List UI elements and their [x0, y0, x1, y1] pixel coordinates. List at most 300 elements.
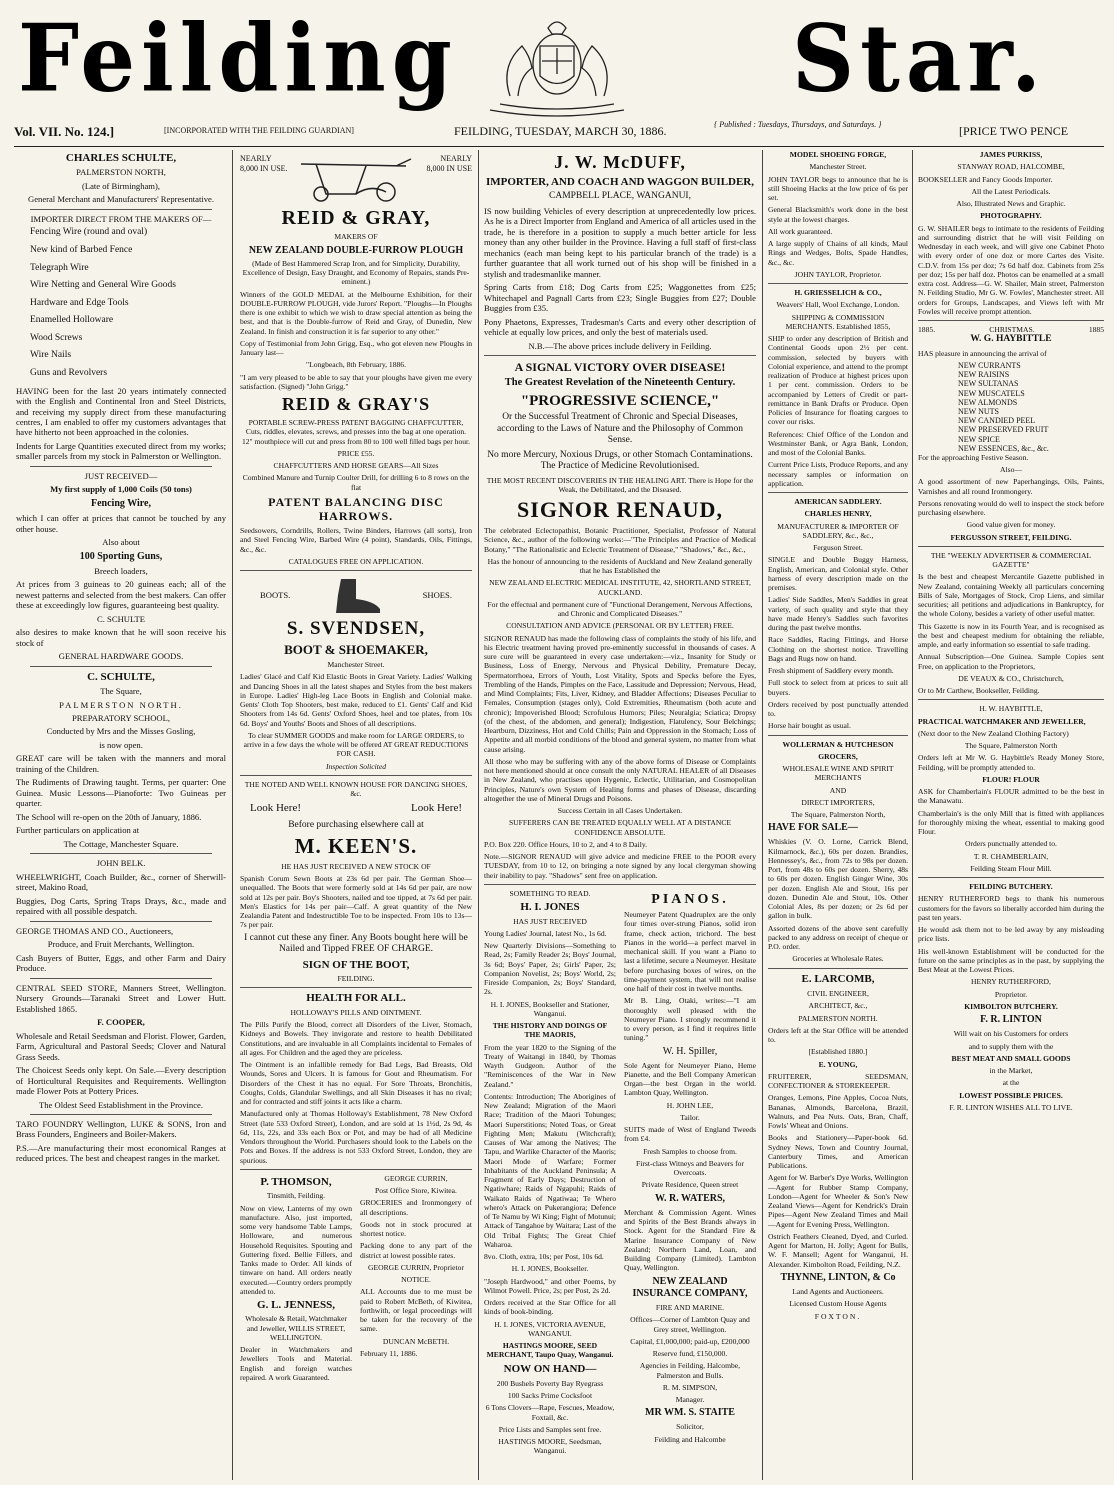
advert-heading: SIGNOR RENAUD,: [517, 497, 723, 523]
list-item: NEW NUTS: [958, 407, 999, 417]
advert-text: SHIPPING & COMMISSION MERCHANTS. Established 1855,: [785, 312, 891, 331]
advert-text: Winners of the GOLD MEDAL at the Melbourne Exhibition, for their DOUBLE-FURROW PLOUGH, vide Jurors' Report. "Ploughs—In Ploughs there is one exhibit to which we wish to draw special attention as being the best, and that is the Double-furrow of Reid and Gray, of Dunedin, New Zealand. In finish and construction it is far superior to any other.": [240, 289, 472, 336]
advert-text: Merchant & Commission Agent. Wines and Spirits of the Best Brands always in Stock. Agent for the Standard Fire & Marine Insurance Company of New Zealand; Northern Land, Loan, and Building Company (Limited). Lambton Quay, Wellington.: [624, 1207, 756, 1273]
advert-text: DUNCAN McBETH.: [382, 1336, 450, 1346]
advert-heading: H. GRIESSELICH & CO.,: [794, 288, 882, 297]
advert-text: 100 Sacks Prime Cocksfoot: [507, 1391, 593, 1401]
advert-heading: S. SVENDSEN,: [286, 618, 426, 640]
advert-text: Combined Manure and Turnip Coulter Drill, for drilling 6 to 8 rows on the flat: [242, 473, 470, 492]
header-rule: [14, 146, 1104, 147]
advert-text: WHOLESALE WINE AND SPIRIT MERCHANTS: [782, 764, 894, 783]
advert-text: A large supply of Chains of all kinds, Maul Rings and Wedges, Bolts, Spade Handles, &c., &c.: [768, 239, 908, 267]
advert-text: FRUITERER, SEEDSMAN, CONFECTIONER & STOREKEEPER.: [768, 1071, 908, 1091]
advert-text: Proprietor.: [994, 989, 1028, 999]
divider: [918, 546, 1104, 547]
advert-heading: T. R. CHAMBERLAIN,: [973, 851, 1049, 861]
advert-heading: THYNNE, LINTON, & Co: [780, 1271, 896, 1283]
advert-heading: The Greatest Revelation of the Nineteenth Century.: [504, 376, 736, 388]
advert-text: Pony Phaetons, Expresses, Tradesman's Carts and every other description of vehicle at equally low prices, and only the best of materials used.: [484, 316, 756, 338]
advert-heading: H. W. HAYBITTLE,: [979, 704, 1043, 714]
advert-text: Is the best and cheapest Mercantile Gazette published in New Zealand, containing Weekly all particulars concerning Bills of Sale, Mortgages of Stock, Crop Liens, and similar securities; all petitions and adjudications in Bankruptcy, for the whole Colony, besides a variety of other useful matter.: [918, 572, 1104, 619]
list-item: NEW MUSCATELS: [958, 388, 1025, 398]
advert-text: Tailor.: [680, 1112, 700, 1122]
list-item: Wire Netting and General Wire Goods: [30, 280, 176, 291]
advert-text: R. M. SIMPSON,: [662, 1382, 718, 1392]
advert-text: 1885: [1088, 325, 1104, 334]
advert-heading: PATENT BALANCING DISC HARROWS.: [268, 494, 444, 524]
advert-text: "Longbeach, 8th February, 1886.: [305, 360, 407, 370]
advert-heading: J. W. McDUFF,: [554, 152, 686, 172]
column-3: [484, 150, 756, 1480]
coat-of-arms-icon: [470, 6, 645, 118]
advert-text: Or to Mr Carthew, Bookseller, Feilding.: [918, 686, 1040, 696]
advert-text: Manchester Street.: [327, 660, 385, 670]
advert-text: SOMETHING TO READ.: [509, 888, 591, 898]
advert-heading: REID & GRAY'S: [281, 394, 431, 415]
advert-text: Now on view, Lanterns of my own manufacture. Also, just imported, some very handsome Table Lamps, Holloware, and numerous Household Requisites. Spouting and Guttering fixed. Bellie Fillers, and Tanks made to Order. All kinds of tinware on hand. All orders neatly executed.—Country orders promptly attended to.: [240, 1203, 352, 1296]
advert-text: GENERAL HARDWARE GOODS.: [58, 651, 184, 662]
advert-text: No more Mercury, Noxious Drugs, or other Stomach Contaminations. The Practice of Medicine Revolutionised.: [487, 449, 753, 472]
advert-text: WHEELWRIGHT, Coach Builder, &c., corner of Sherwill-street, Makino Road,: [16, 871, 226, 893]
list-item: NEW CURRANTS: [958, 361, 1021, 371]
advert-text: Also, Illustrated News and Graphic.: [956, 199, 1066, 208]
advert-text: SUITS made of West of England Tweeds from £4.: [624, 1125, 756, 1144]
advert-text: This Gazette is now in its Fourth Year, and is recognised as the best and cheapest medium for obtaining the reliable, ample, and early information so essential to safe trading.: [918, 621, 1104, 650]
advert-heading: W. G. HAYBITTLE: [970, 334, 1052, 345]
volume-number: Vol. VII. No. 124.]: [14, 124, 115, 139]
advert-text: NEARLY 8,000 IN USE: [426, 154, 472, 173]
advert-heading: G. L. JENNESS,: [257, 1299, 335, 1312]
advert-heading: SIGN OF THE BOOT,: [302, 958, 410, 971]
advert-text: All work guaranteed.: [768, 226, 833, 236]
advert-text: BOOKSELLER and Fancy Goods Importer.: [918, 174, 1053, 184]
advert-text: ALL Accounts due to me must be paid to Robert McBeth, of Kiwitea, forthwith, or legal proceedings will be taken for the recovery of the same.: [360, 1287, 472, 1334]
advert-text: SHOES.: [422, 589, 452, 600]
divider: [240, 570, 472, 571]
advert-text: February 11, 1886.: [360, 1348, 418, 1358]
advert-heading: REID & GRAY,: [281, 207, 431, 229]
advert-text: BEST MEAT AND SMALL GOODS: [951, 1053, 1071, 1063]
advert-text: He would ask them not to be led away by any misleading price lists.: [918, 925, 1104, 944]
advert-text: The Oldest Seed Establishment in the Province.: [39, 1099, 203, 1110]
advert-heading: HAVE FOR SALE—: [768, 822, 858, 834]
advert-text: PALMERSTON NORTH.: [798, 1013, 878, 1023]
advert-heading: "PROGRESSIVE SCIENCE,": [520, 392, 720, 409]
advert-text: The School will re-open on the 20th of January, 1886.: [16, 811, 202, 822]
advert-text: Feilding Steam Flour Mill.: [970, 863, 1052, 873]
advert-text: HENRY RUTHERFORD,: [971, 977, 1051, 987]
advert-text: also desires to make known that he will soon receive his stock of: [16, 627, 226, 648]
advert-text: Also—: [1000, 465, 1022, 475]
advert-text: SUFFERERS CAN BE TREATED EQUALLY WELL AT A DISTANCE CONFIDENCE ABSOLUTE.: [508, 818, 732, 837]
list-item: NEW RAISINS: [958, 370, 1010, 380]
divider: [768, 283, 908, 284]
advert-text: Further particulars on application at: [16, 825, 140, 836]
advert-text: Orders received at the Star Office for all kinds of book-binding.: [484, 1298, 616, 1317]
advert-text: From the year 1820 to the Signing of the Treaty of Waitangi in 1840, by Thomas Wayth Gudgeon. Author of the "Reminiscences of the War in New Zealand.": [484, 1042, 616, 1089]
advert-text: BOOTS.: [260, 589, 291, 600]
advert-text: Horse hair bought as usual.: [768, 721, 851, 731]
advert-text: Manufactured only at Thomas Holloway's Establishment, 78 New Oxford Street (late 533 Oxford Street), London, and are sold at 1s 1½d, 2s 9d, 4s 6d, 11s, 22s, and 33s each Box or Pot, and may be had of all Medicine Vendors throughout the World. Purchasers should look to the Labels on the Pots and Boxes. If the address is not 533 Oxford Street, London, they are spurious.: [240, 1109, 472, 1165]
advert-text: Tinsmith, Feilding.: [266, 1191, 326, 1201]
column-1: [16, 150, 226, 1480]
advert-text: 100 Sporting Guns,: [79, 550, 163, 562]
divider: [240, 775, 472, 776]
advert-text: Packing done to any part of the district at lowest possible rates.: [360, 1241, 472, 1260]
advert-heading: FLOUR! FLOUR: [982, 774, 1040, 784]
advert-text: N.B.—The above prices include delivery in Feilding.: [528, 340, 712, 351]
advert-text: HASTINGS MOORE, Seedsman, Wanganui.: [498, 1437, 602, 1456]
advert-text: Assorted dozens of the above sent carefully packed to any address on receipt of cheque or P.O. order.: [768, 923, 908, 952]
list-item: NEW SPICE: [958, 434, 1000, 444]
advert-text: Spanish Corum Sewn Boots at 23s 6d per pair. The German Shoe—unequalled. The Boots that were formerly sold at 14s 6d per pair, are now sold at 12s per pair. Boy's Shooters, nailed and toe tipped, at 7s 6d per pair. Men's Elastics for 14s per pair—Calf. A great quantity of the New Zealandia Patent and Indestructible Toe to be inspected. From 10s to 13s—7s per pair.: [240, 874, 472, 930]
advert-text: Mr B. Ling, Otaki, writes:—"I am thoroughly well pleased with the Neumeyer Piano. I strongly recommend it to every person, as I find it requires little tuning.": [624, 996, 756, 1043]
list-item: NEW SULTANAS: [958, 379, 1019, 389]
advert-text: All the Latest Periodicals.: [971, 186, 1051, 196]
advert-text: The celebrated Eclectopathist, Botanic Practitioner, Specialist, Professor of Natural Science, &c., author of the following works:—"The Principles and Practice of Medical Botany," "The Rationalistic and Eclectic Treatment of Disease," "Shadows," &c., &c.,: [484, 526, 756, 554]
advert-text: DIRECT IMPORTERS,: [801, 797, 875, 807]
advert-text: Wholesale & Retail, Watchmaker and Jeweller, WILLIS STREET, WELLINGTON.: [245, 1314, 347, 1342]
advert-text: DE VEAUX & CO., Christchurch,: [958, 673, 1064, 683]
advert-text: Full stock to select from at prices to suit all buyers.: [768, 678, 908, 697]
advert-text: Capital, £1,000,000; paid-up, £200,000: [630, 1336, 750, 1346]
advert-text: Good value given for money.: [966, 520, 1056, 530]
advert-text: LOWEST POSSIBLE PRICES.: [959, 1090, 1063, 1100]
advert-text: CENTRAL SEED STORE, Manners Street, Wellington. Nursery Grounds—Taranaki Street and Lower Hutt. Established 1865.: [16, 982, 226, 1014]
advert-heading: GEORGE CURRIN,: [384, 1173, 448, 1183]
list-item: Guns and Revolvers: [30, 367, 108, 378]
masthead: [0, 0, 1114, 118]
advert-text: First-class Witneys and Beavers for Overcoats.: [636, 1158, 744, 1178]
advert-text: The Rudiments of Drawing taught. Terms, per quarter: One Guinea. Music Lessons—Pianoforte: Two Guineas per quarter.: [16, 777, 226, 809]
column-divider: [762, 150, 763, 1480]
advert-text: CAMPBELL PLACE, WANGANUI,: [549, 191, 691, 202]
advert-heading: NEW ZEALAND INSURANCE COMPANY,: [632, 1275, 748, 1299]
advert-text: The Choicest Seeds only kept. On Sale.—Every description of Horticultural Requisites and Requirements. Wellington made Flower Pots at Pottery Prices.: [16, 1065, 226, 1097]
advert-text: H. I. JONES, Bookseller.: [511, 1264, 589, 1274]
divider: [240, 1169, 472, 1170]
advert-text: Ladies' Glacé and Calf Kid Elastic Boots in Great Variety. Ladies' Walking and Dancing Shoes in all the latest shapes and Styles from the best makers in Europe. Ladies' High-leg Lace Boots in English and Colonial make. Gents' Cloth Top Shooters, best make, reduced to £1. Gents' Calf and Kid Shooters from 14s 6d. Gents' Oxford Shoes, heel and toe plates, from 10s 6d. Boys' and Youths' Boots and Shoes of all descriptions.: [240, 672, 472, 728]
advert-text: The Ointment is an infallible remedy for Bad Legs, Bad Breasts, Old Wounds, Sores and Ulcers. It is famous for Gout and Rheumatism. For Disorders of the Chest it has no equal. For Sore Throats, Bronchitis, Coughs, Colds, Glandular Swellings, and all Skin Diseases it has no rival; and for contracted and stiff joints it acts like a charm.: [240, 1060, 472, 1107]
divider: [30, 666, 212, 667]
advert-text: Copy of Testimonial from John Grigg, Esq., who got eleven new Ploughs in January last—: [240, 338, 472, 358]
advert-heading: A SIGNAL VICTORY OVER DISEASE!: [514, 360, 726, 375]
advert-text: AND: [829, 785, 847, 795]
advert-text: NEARLY 8,000 IN USE.: [240, 154, 288, 173]
advert-heading: MR WM. S. STAITE: [645, 1407, 735, 1419]
advert-text: Young Ladies' Journal, latest No., 1s 6d.: [484, 928, 607, 938]
published-days: { Published : Tuesdays, Thursdays, and Saturdays. }: [714, 120, 882, 129]
advert-text: CHRISTMAS.: [989, 325, 1035, 334]
divider: [240, 987, 472, 988]
advert-text: New Quarterly Divisions—Something to Read, 2s; Family Reader 2s; Boys' Journal, 3s 6d; Boys' Paper, 2s; Girls' Paper, 2s; Companion Novelist, 2s; Boys' World, 2s; Fireside Companion, 2s; Boys' Standard, 2s.: [484, 941, 616, 997]
advert-heading: JOHN BELK.: [96, 858, 146, 869]
advert-heading: GROCERS,: [818, 751, 858, 761]
list-item: NEW PRESERVED FRUIT: [958, 425, 1049, 435]
advert-text: At prices from 3 guineas to 20 guineas each; all of the newest patterns and selected from the best makers. Can offer these at exceedingly low figures, guaranteeing best quality.: [16, 579, 226, 611]
advert-heading: CHARLES SCHULTE,: [65, 152, 177, 164]
advert-text: Contents: Introduction; The Aborigines of New Zealand; Migration of the Maori Race; Tradition of the Maori Tohunges; Maori Superstitions; Noted Toas, or Great Fighting Men; Makutu (Witchcraft); Causes of War among the Natives; The Tapu, and Warlike Character of the Maoris; Maori Mode of Warfare; Former Inhabitants of the Auckland Peninsula; A Fragment of Early Days; Destruction of Ngatiwhare; Raids of Ngapuhi; Raids of Waikato Raids of Ngatiwaa; Te Whero whero's Attack on Pukerangiora; Defence of Te Namu by Wi King; Fight of Motunui; Attack of Tangahoe by Waitara; Last of the Old Tribal Fights; The Great Chief Waharoa.: [484, 1091, 616, 1249]
advert-text: [Established 1880.]: [808, 1047, 868, 1057]
advert-text: Before purchasing elsewhere call at: [288, 819, 424, 830]
advert-text: STANWAY ROAD, HALCOMBE,: [957, 162, 1065, 172]
list-item: Wood Screws: [30, 332, 83, 343]
advert-text: Agencies in Feilding, Halcombe, Palmerston and Bulls.: [639, 1361, 741, 1380]
advert-text: Dealer in Watchmakers and Jewellers Tools and Material. English and foreign watches repaired. A work Guaranteed.: [240, 1345, 352, 1382]
advert-text: Wholesale and Retail Seedsman and Florist. Flower, Garden, Farm, Agricultural and Pastoral Seeds; Clover and Natural Grass Seeds.: [16, 1030, 226, 1062]
list-item: NEW ALMONDS: [958, 397, 1018, 407]
advert-text: Neumeyer Patent Quadruplex are the only four times over-strung Pianos, solid iron frame, check action, trichord. The best Pianos in the world—a perfect marvel in mechanical skill. If you want a Piano to last a lifetime, secure a Neumeyer. Hesitate before purchasing boxes of wires, on the time-payment system, that will not realise one half of their cost in twelve months.: [624, 910, 756, 993]
column-divider: [912, 150, 913, 1480]
advert-text: Private Residence, Queen street: [641, 1180, 739, 1190]
advert-heading: M. KEEN'S.: [294, 834, 418, 859]
advert-text: Post Office Store, Kiwitea.: [375, 1186, 457, 1196]
advert-text: GEORGE THOMAS AND CO., Auctioneers,: [16, 925, 174, 936]
advert-text: JOHN TAYLOR, Proprietor.: [794, 269, 882, 279]
advert-text: PALMERSTON NORTH,: [76, 167, 166, 178]
advert-text: Race Saddles, Racing Fittings, and Horse Clothing on the shortest notice. Travelling Bags and Rugs now on hand.: [768, 635, 908, 663]
advert-text: and to supply them with the: [968, 1041, 1054, 1051]
advert-text: P.S.—Are manufacturing their most economical Ranges at reduced prices. The best and cheapest ranges in the market.: [16, 1142, 226, 1164]
advert-text: H. I. JONES, VICTORIA AVENUE, WANGANUI.: [494, 1319, 606, 1338]
advert-heading: H. JOHN LEE,: [666, 1100, 714, 1110]
advert-text: MANUFACTURER & IMPORTER OF SADDLERY, &c., &c.,: [777, 521, 899, 540]
advert-text: The Cottage, Manchester Square.: [63, 838, 179, 849]
list-item: NEW CANDIED PEEL: [958, 416, 1036, 426]
price: [PRICE TWO PENCE: [959, 124, 1069, 138]
advert-heading: F. R. LINTON: [980, 1014, 1042, 1026]
advert-text: (Next door to the New Zealand Clothing Factory): [918, 728, 1069, 738]
advert-text: Orders punctually attended to.: [965, 839, 1057, 849]
advert-text: THE MOST RECENT DISCOVERIES IN THE HEALING ART. There is Hope for the Weak, the Debilitated, and the Diseased.: [486, 475, 754, 495]
advert-heading: FERGUSSON STREET, FEILDING.: [950, 532, 1072, 542]
advert-heading: JAMES PURKISS,: [979, 150, 1043, 159]
advert-text: PALMERSTON NORTH.: [59, 699, 183, 710]
list-item: NEW ESSENCES, &c., &c.: [958, 443, 1049, 453]
list-item: New kind of Barbed Fence: [30, 244, 133, 255]
list-item: Fencing Wire (round and oval): [30, 227, 148, 238]
divider: [30, 853, 212, 854]
advert-text: C. SCHULTE: [97, 613, 145, 624]
advert-text: (Made of Best Hammered Scrap Iron, and for Simplicity, Durability, Excellence of Design, Easy Draught, and Economy of Repairs, stands Pre-eminent.): [242, 258, 470, 287]
advert-text: Current Price Lists, Produce Reports, and any necessary samples or information on application.: [768, 460, 908, 488]
advert-heading: NOW ON HAND—: [503, 1362, 597, 1375]
column-divider: [478, 150, 479, 1480]
advert-text: 200 Bushels Poverty Bay Ryegrass: [496, 1378, 604, 1388]
advert-text: 1885.: [918, 325, 936, 334]
advert-text: CIVIL ENGINEER,: [807, 989, 869, 999]
advert-text: Breech loaders,: [94, 565, 148, 576]
advert-heading: NOTICE.: [401, 1275, 431, 1285]
advert-heading: THE HISTORY AND DOINGS OF THE MAORIS,: [492, 1021, 608, 1040]
advert-text: GEORGE CURRIN, Proprietor: [368, 1262, 464, 1272]
plough-illustration-icon: [296, 154, 416, 204]
advert-text: Chamberlain's is the only Mill that is fitted with appliances for thoroughly mixing the wheat, essential to making good Flour.: [918, 808, 1104, 837]
advert-text: Spring Carts from £18; Dog Carts from £25; Waggonettes from £25; Whitechapel and Pagnall Carts from £23; Single Buggies from £27; Double Buggies from £35.: [484, 282, 756, 314]
advert-heading: E. YOUNG,: [818, 1059, 858, 1069]
advert-text: NEW ZEALAND ELECTRIC MEDICAL INSTITUTE, 42, SHORTLAND STREET, AUCKLAND.: [489, 578, 751, 597]
advert-text: For the effectual and permanent cure of "Functional Derangement, Nervous Affections, and Chronic and Complicated Diseases.": [487, 599, 753, 619]
advert-text: Ferguson Street.: [813, 543, 863, 552]
advert-text: CONSULTATION AND ADVICE (PERSONAL OR BY LETTER) FREE.: [506, 621, 734, 631]
advert-text: Fresh shipment of Saddlery every month.: [768, 666, 894, 675]
advert-text: Persons renovating would do well to inspect the stock before purchasing elsewhere.: [918, 498, 1104, 518]
advert-text: Orders left at Mr W. G. Haybittle's Ready Money Store, Feilding, will be promptly attended to.: [918, 753, 1104, 772]
advert-text: SIGNOR RENAUD has made the following class of complaints the study of his life, and his Electric treatment having proved pre-eminently successful in thousands of cases. A sure cure will be guaranteed in every case undertaken:—viz., Insanity for Study or Business, Loss of Energy, Nervous and Physical Debility, Premature Decay, Spermatorrhoea, Errors of Youth, Lost Vitality, Spots and Specks before the Eyes, Trembling of the Hands, Pimples on the Face, Lassitude and Depression; Nervous, Head, and Mind Complaints; Fits, Liver, Kidney, and Bladder Affections; Diseases Peculiar to Females, Consumption (stages only), Cold Extremities, Rheumatism (both acute and chronic); Impoverished Blood; Scrofulous Humors; Piles; Neuralgia; Sciatica; Dropsy (of the chest, of the abdomen, and general); Indigestion, Flatulency, Sour Belchings; Heartburn, Dizziness, Hot and Cold Chills; Pain and Oppression in the Stomach; Loss of Appetite and all morbid conditions of the blood and general system, no matter from what cause arising.: [484, 633, 756, 754]
advert-text: H. I. JONES, Bookseller and Stationer, Wanganui.: [490, 999, 610, 1018]
advert-text: Annual Subscription—One Guinea. Sample Copies sent Free, on application to the Proprietors,: [918, 652, 1104, 671]
advert-text: HAS pleasure in announcing the arrival of: [918, 348, 1047, 358]
advert-text: FEILDING.: [337, 974, 375, 984]
advert-text: FIRE AND MARINE.: [655, 1303, 725, 1312]
advert-heading: PIANOS.: [651, 891, 729, 907]
advert-text: Fencing Wire,: [91, 497, 151, 509]
divider: [918, 320, 1104, 321]
masthead-title-right: Star.: [792, 3, 1047, 114]
advert-text: Or the Successful Treatment of Chronic and Special Diseases, according to the Laws of Nature and the Philosophy of Common Sense.: [497, 411, 743, 446]
advert-text: JOHN TAYLOR begs to announce that he is still Shoeing Hacks at the low price of 6s per set.: [768, 174, 908, 202]
advert-text: Success Certain in all Cases Undertaken.: [557, 806, 683, 816]
advert-heading: F. COOPER,: [97, 1017, 145, 1028]
advert-text: Licensed Custom House Agents: [789, 1299, 887, 1309]
advert-heading: MODEL SHOEING FORGE,: [789, 150, 887, 159]
column-2: [240, 150, 472, 1480]
incorporated-note: [INCORPORATED WITH THE FEILDING GUARDIAN]: [164, 126, 354, 135]
advert-text: Land Agents and Auctioneers.: [792, 1287, 884, 1297]
advert-text: SHIP to order any description of British and Continental Goods upon 2½ per cent. commission, selected by buyers with Colonial experience, and attend to the prompt realization of Produce at highest prices upon 1 per cent. commission. Orders to be accompanied by Letters of Credit or part-remittance in Bank Drafts or Produce. Open Policies of Insurance for floating cargoes to cover our risks.: [768, 334, 908, 427]
advert-text: HAS JUST RECEIVED: [513, 916, 587, 926]
advert-text: Inspection Solicited: [325, 761, 387, 771]
advert-text: HOLLOWAY'S PILLS AND OINTMENT.: [290, 1007, 422, 1017]
advert-text: The Pills Purify the Blood, correct all Disorders of the Liver, Stomach, Kidneys and Bowels. They invigorate and restore to health Debilitated Constitutions, and are invaluable in all Complaints incidental to Females of all ages. For Children and the aged they are priceless.: [240, 1020, 472, 1057]
advert-heading: WOLLERMAN & HUTCHESON: [782, 739, 894, 749]
advert-text: IMPORTER DIRECT FROM THE MAKERS OF—: [30, 213, 212, 224]
advert-text: For the approaching Festive Season.: [918, 452, 1029, 462]
advert-text: Note.—SIGNOR RENAUD will give advice and medicine FREE to the POOR every TUESDAY, from 10 to 12, on bringing a note signed by any local clergyman showing their inability to pay. "Shadows" sent free on application.: [484, 852, 756, 880]
advert-text: Groceries at Wholesale Rates.: [792, 954, 884, 964]
advert-text: 8vo. Cloth, extra, 10s; per Post, 10s 6d.: [484, 1252, 604, 1262]
advert-text: A good assortment of new Paperhangings, Oils, Paints, Varnishes and all round Ironmongery.: [918, 477, 1104, 496]
advert-text: Price Lists and Samples sent free.: [498, 1424, 602, 1434]
advert-text: PORTABLE SCREW-PRESS PATENT BAGGING CHAFFCUTTER, Cuts, riddles, elevates, screws, and presses into the bag at one operation. 12" mouthpiece will cut and press from 80 to 100 well filled bags per hour.: [241, 418, 471, 446]
advert-text: Manchester Street.: [809, 162, 867, 172]
advert-text: Agent for W. Barber's Dye Works, Wellington—Agent for Rubber Stamp Company, London—Agent for Wheeler & Son's New Zealand Views—Agent for Kendrick's Drain Pipes—Agent New Zealand Times and Mail—Agent for Evening Press, Wellington.: [768, 1173, 908, 1229]
advert-text: Produce, and Fruit Merchants, Wellington.: [47, 939, 195, 950]
advert-text: Cash Buyers of Butter, Eggs, and other Farm and Dairy Produce.: [16, 952, 226, 974]
advert-text: MAKERS OF: [334, 232, 378, 242]
advert-text: Whiskies (V. O. Lorne, Carrick Blend, Kilmarnock, &c.), 60s per dozen. Brandies, Hennessey's, &c., from 72s to 98s per dozen. Port, from 48s to 60s per dozen. Sherry, 48s to 60s per dozen. English Ginger Wine, 30s per dozen. English Ale and Stout, 16s per dozen. Dunedin Ale and Stout, 10s. Other Colonial Ales, 8s per dozen; or 2s 6d per gallon in bulk.: [768, 837, 908, 921]
advert-text: (Late of Birmingham),: [81, 180, 161, 191]
advert-text: The Square, Palmerston North: [964, 741, 1058, 751]
divider: [30, 209, 212, 210]
divider: [30, 466, 212, 467]
advert-heading: HASTINGS MOORE, SEED MERCHANT, Taupo Quay, Wanganui.: [486, 1341, 614, 1360]
advert-text: General Blacksmith's work done in the best style at the lowest charges.: [768, 205, 908, 224]
advert-text: My first supply of 1,000 Coils (50 tons): [50, 484, 192, 495]
advert-text: HENRY RUTHERFORD begs to thank his numerous customers for the favors so liberally accorded him during the past ten years.: [918, 894, 1104, 922]
advert-heading: IMPORTER, AND COACH AND WAGGON BUILDER,: [485, 175, 755, 188]
advert-text: GROCERIES and Ironmongery of all descriptions.: [360, 1198, 472, 1217]
divider: [918, 877, 1104, 878]
advert-text: GREAT care will be taken with the manners and moral training of the Children.: [16, 753, 226, 774]
advert-text: I cannot cut these any finer. Any Boots bought here will be Nailed and Tipped FREE OF CHARGE.: [244, 932, 468, 955]
list-item: Telegraph Wire: [30, 262, 89, 273]
advert-text: "Joseph Hardwood," and other Poems, by Wilmot Powell. Price, 2s; per Post, 2s 2d.: [484, 1276, 616, 1295]
column-divider: [232, 150, 233, 1480]
advert-text: HE HAS JUST RECEIVED A NEW STOCK OF: [281, 861, 431, 871]
advert-heading: THE "WEEKLY ADVERTISER & COMMERCIAL GAZETTE": [930, 550, 1092, 570]
advert-heading: FEILDING BUTCHERY.: [969, 882, 1053, 892]
advert-heading: HEALTH FOR ALL.: [306, 992, 406, 1005]
advert-heading: P. THOMSON,: [260, 1175, 332, 1188]
advert-text: CATALOGUES FREE ON APPLICATION.: [288, 556, 424, 566]
advert-text: THE NOTED AND WELL KNOWN HOUSE FOR DANCING SHOES, &c.: [244, 779, 468, 799]
advert-text: Offices—Corner of Lambton Quay and Grey street, Wellington.: [630, 1315, 750, 1334]
advert-text: All those who may be suffering with any of the above forms of Disease or Complaints not here mentioned should at once consult the only NATURAL HEALER of all Diseases in New Zealand, who practises upon Hygenic, Eclectic, Utilitarian, and Cosmopolitan Principles, Nature's own System of Healing forms and phases of Disease, discarding altogether the use of Mineral Drugs and Poisons.: [484, 756, 756, 803]
advert-heading: E. LARCOMB,: [801, 972, 875, 985]
advert-text: Indents for Large Quantities executed direct from my works; smaller parcels from my stock in Palmerston or Wellington.: [16, 440, 226, 462]
dateline: FEILDING, TUESDAY, MARCH 30, 1886.: [454, 124, 667, 138]
advert-text: To clear SUMMER GOODS and make room for LARGE ORDERS, to arrive in a few days the whole will be offered AT GREAT REDUCTIONS FOR CASH.: [243, 730, 469, 759]
divider: [30, 921, 212, 922]
advert-text: Ostrich Feathers Cleaned, Dyed, and Curled. Agent for Marton, H. Jolly; Agent for Bulls, W. F. Mansell; Agent for Wanganui, H. Alexander. Kimbolton Road, Feilding, N.Z.: [768, 1231, 908, 1269]
divider: [768, 492, 908, 493]
column-5: [918, 150, 1104, 1480]
advert-text: General Merchant and Manufacturers' Representative.: [28, 194, 214, 205]
advert-text: SINGLE and Double Buggy Harness, English, American, and Colonial style. Other harness of every description made on the premises.: [768, 555, 908, 592]
advert-text: References: Chief Office of the London and Westminster Bank, or Agra Bank, London, and most of the Colonial Banks.: [768, 429, 908, 457]
advert-text: P.O. Box 220. Office Hours, 10 to 2, and 4 to 8 Daily.: [484, 839, 648, 849]
advert-text: His well-known Establishment will be conducted for the future on the same principles as in the past, by supplying the Best Meat at the Lowest Prices.: [918, 946, 1104, 975]
advert-text: is now open.: [99, 739, 143, 750]
advert-heading: AMERICAN SADDLERY.: [794, 497, 882, 506]
advert-text: The Square, Palmerston North,: [790, 810, 886, 819]
advert-text: Weavers' Hall, Wool Exchange, London.: [776, 300, 900, 310]
issue-info-bar: [14, 122, 1104, 144]
advert-text: in the Market,: [989, 1066, 1033, 1076]
advert-text: G. W. SHAILER begs to intimate to the residents of Feilding and surrounding district that he will visit Feilding on Wednesday in each week, and will give one Cabinet Photo with every order of one doz or more Cartes des Visite. C.D.V. from 15s per doz; 7s 6d half doz. Cabinets from 25s per doz; 15s per half doz. Photos can be enamelled at a small extra cost. Address—G. W. Shailer, Main street, Palmerston N. Feilding Studio, Mr G. W. Fowles', Manchester street. All orders for Groups, Landscapes, and Views left with Mr Fowles will receive prompt attention.: [918, 223, 1104, 316]
advert-heading: BOOT & SHOEMAKER,: [284, 642, 428, 658]
divider: [918, 699, 1104, 700]
advert-text: Conducted by Mrs and the Misses Gosling,: [46, 726, 196, 737]
advert-text: CHAFFCUTTERS AND HORSE GEARS—All Sizes: [273, 461, 439, 471]
advert-heading: H. I. JONES: [520, 901, 580, 914]
advert-text: at the: [1002, 1078, 1020, 1088]
advert-text: JUST RECEIVED—: [84, 470, 158, 481]
boot-illustration-icon: [326, 575, 386, 615]
advert-text: The Square,: [100, 686, 142, 697]
advert-heading: KIMBOLTON BUTCHERY.: [964, 1001, 1058, 1011]
column-4: [768, 150, 908, 1480]
advert-text: F. R. LINTON WISHES ALL TO LIVE.: [949, 1102, 1073, 1112]
advert-text: PREPARATORY SCHOOL,: [71, 712, 171, 723]
divider: [30, 1114, 212, 1115]
advert-heading: C. SCHULTE,: [87, 670, 155, 683]
advert-text: 6 Tons Clovers—Rape, Fescues, Meadow, Foxtail, &c.: [485, 1403, 615, 1422]
divider: [484, 884, 756, 885]
advert-text: TARO FOUNDRY Wellington, LUKE & SONS, Iron and Brass Founders, Engineers and Boiler-Makers.: [16, 1119, 226, 1140]
list-item: Wire Nails: [30, 350, 72, 361]
advert-text: Orders received by post punctually attended to.: [768, 699, 908, 718]
advert-text: Sole Agent for Neumeyer Piano, Heme Pianette, and the Bell Company American Organ—the best Organ in the world. Lambton Quay, Wellington.: [624, 1060, 756, 1098]
advert-text: ASK for Chamberlain's FLOUR admitted to be the best in the Manawatu.: [918, 787, 1104, 806]
advert-text: PRICE £55.: [337, 448, 375, 458]
advert-heading: NEW ZEALAND DOUBLE-FURROW PLOUGH: [248, 244, 464, 256]
advert-text: Books and Stationery—Paper-book 6d. Sydney News, Town and Country Journal, Canterbury Times, and American Publications.: [768, 1133, 908, 1171]
advert-text: Will wait on his Customers for orders: [953, 1029, 1069, 1039]
divider: [30, 978, 212, 979]
advert-heading: CHARLES HENRY,: [804, 509, 872, 519]
